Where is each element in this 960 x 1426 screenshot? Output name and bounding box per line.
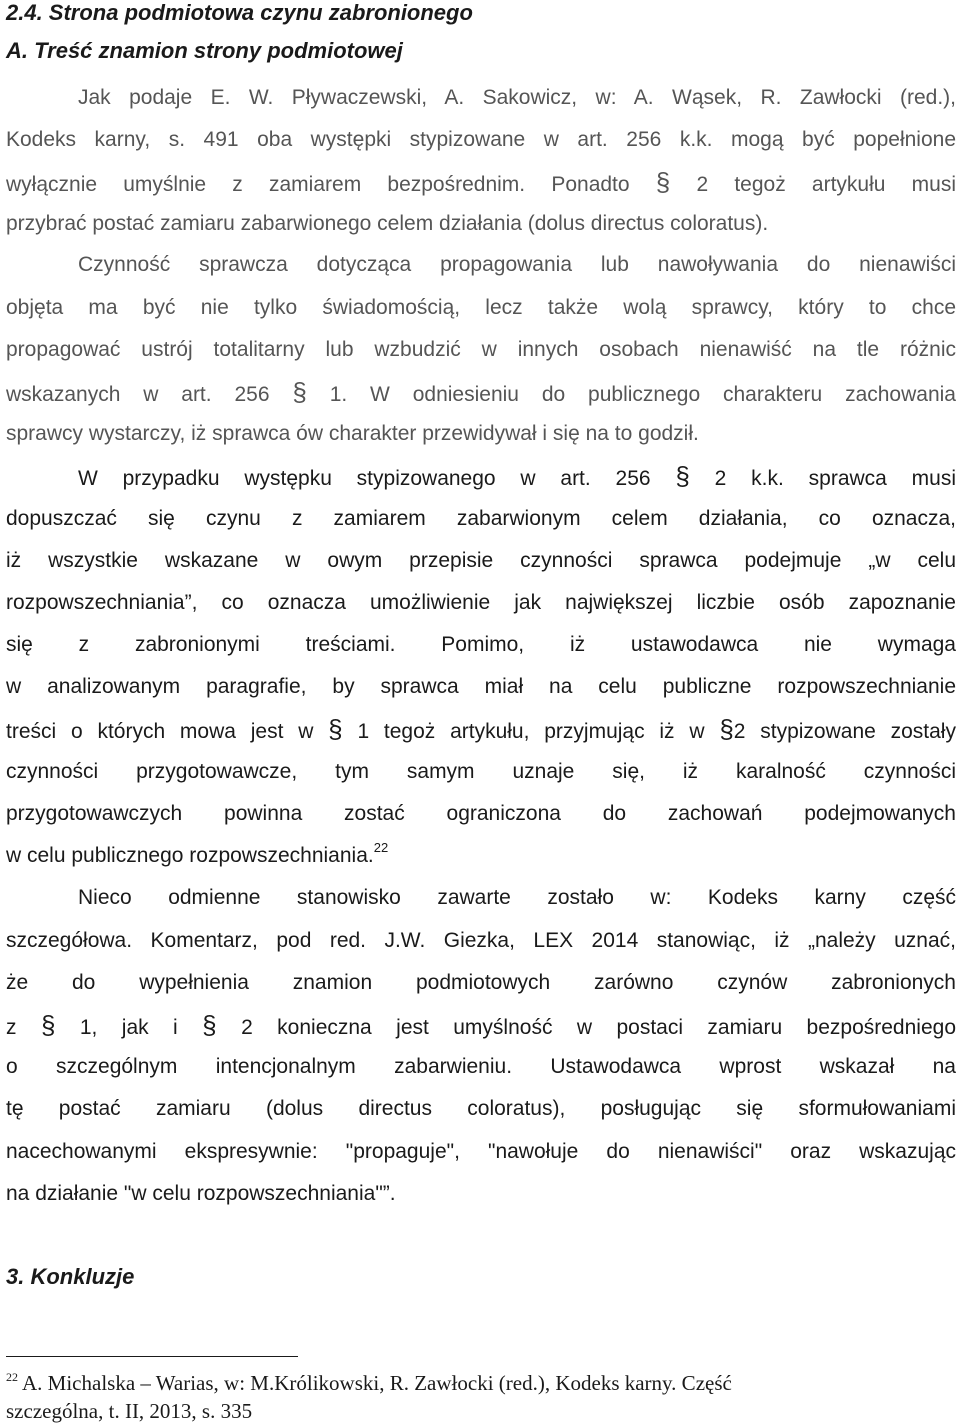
- section-sign: §: [655, 167, 671, 197]
- paragraph-4-line-2: szczegółowa. Komentarz, pod red. J.W. Giezka, LEX 2014 stanowiąc, iż „należy uznać,: [6, 929, 956, 952]
- paragraph-2-line-4: wskazanych w art. 256 § 1. W odniesieniu do publicznego charakteru zachowania: [6, 377, 956, 407]
- paragraph-3-line-8: czynności przygotowawcze, tym samym uznaje się, iż karalność czynności: [6, 760, 956, 783]
- section-heading: 2.4. Strona podmiotowa czynu zabronionego: [6, 0, 473, 25]
- paragraph-4-line-4: z § 1, jak i § 2 konieczna jest umyślność w postaci zamiaru bezpośredniego: [6, 1010, 956, 1040]
- section-sign: §: [40, 1010, 56, 1040]
- subsection-heading: A. Treść znamion strony podmiotowej: [6, 38, 403, 63]
- paragraph-3-line-6: w analizowanym paragrafie, by sprawca miał na celu publiczne rozpowszechnianie: [6, 675, 956, 698]
- paragraph-1-line-2: Kodeks karny, s. 491 oba występki stypizowane w art. 256 k.k. mogą być popełnione: [6, 128, 956, 151]
- section-sign: §: [292, 377, 307, 407]
- footnote-line-2: szczególna, t. II, 2013, s. 335: [6, 1399, 253, 1423]
- paragraph-2-line-1: Czynność sprawcza dotycząca propagowania lub nawoływania do nienawiści: [78, 253, 956, 276]
- footnote-number: 22: [6, 1370, 18, 1384]
- paragraph-3-line-3: iż wszystkie wskazane w owym przepisie czynności sprawca podejmuje „w celu: [6, 549, 956, 572]
- paragraph-1-line-3: wyłącznie umyślnie z zamiarem bezpośrednim. Ponadto § 2 tegoż artykułu musi: [6, 167, 956, 197]
- footnote-separator: [6, 1356, 298, 1357]
- conclusions-heading: 3. Konkluzje: [6, 1264, 135, 1289]
- paragraph-1-line-4: przybrać postać zamiaru zabarwionego celem działania (dolus directus coloratus).: [6, 212, 769, 235]
- section-sign: §: [202, 1010, 217, 1040]
- paragraph-2-line-3: propagować ustrój totalitarny lub wzbudzić w innych osobach nienawiść na tle różnic: [6, 338, 956, 361]
- footnote-line-1: $^{22}$ A. Michalska – Warias, w: M.Królikowski, R. Zawłocki (red.), Kodeks karny. Część: [6, 1370, 732, 1395]
- section-sign: §: [675, 461, 690, 491]
- paragraph-3-line-2: dopuszczać się czynu z zamiarem zabarwionym celem działania, co oznacza,: [6, 507, 956, 530]
- paragraph-4-line-6: tę postać zamiaru (dolus directus coloratus), posługując się sformułowaniami: [6, 1097, 956, 1120]
- paragraph-2-line-5: sprawcy wystarczy, iż sprawca ów charakter przewidywał i się na to godził.: [6, 422, 699, 445]
- section-sign: §: [719, 714, 734, 744]
- paragraph-4-line-8: na działanie "w celu rozpowszechniania"”.: [6, 1182, 396, 1205]
- paragraph-4-line-1: Nieco odmienne stanowisko zawarte zostało w: Kodeks karny część: [78, 886, 956, 909]
- paragraph-4-line-5: o szczególnym intencjonalnym zabarwieniu. Ustawodawca wprost wskazał na: [6, 1055, 956, 1078]
- paragraph-2-line-2: objęta ma być nie tylko świadomością, lecz także wolą sprawcy, który to chce: [6, 296, 956, 319]
- paragraph-3-line-4: rozpowszechniania”, co oznacza umożliwienie jak największej liczbie osób zapoznanie: [6, 591, 956, 614]
- paragraph-4-line-7: nacechowanymi ekspresywnie: "propaguje", "nawołuje do nienawiści" oraz wskazując: [6, 1140, 956, 1163]
- section-sign: §: [328, 714, 343, 744]
- paragraph-1-line-1: Jak podaje E. W. Pływaczewski, A. Sakowicz, w: A. Wąsek, R. Zawłocki (red.),: [78, 86, 956, 109]
- paragraph-4-line-3: że do wypełnienia znamion podmiotowych zarówno czynów zabronionych: [6, 971, 956, 994]
- paragraph-3-line-9: przygotowawczych powinna zostać ograniczona do zachowań podejmowanych: [6, 802, 956, 825]
- paragraph-3-line-10: w celu publicznego rozpowszechniania.$^{22}$: [6, 840, 389, 867]
- paragraph-3-line-5: się z zabronionymi treściami. Pomimo, iż ustawodawca nie wymaga: [6, 633, 956, 656]
- footnote-reference[interactable]: 22: [373, 840, 389, 855]
- paragraph-3-line-7: treści o których mowa jest w § 1 tegoż artykułu, przyjmując iż w §2 stypizowane zostały: [6, 714, 956, 744]
- paragraph-3-line-1: W przypadku występku stypizowanego w art. 256 § 2 k.k. sprawca musi: [78, 461, 956, 491]
